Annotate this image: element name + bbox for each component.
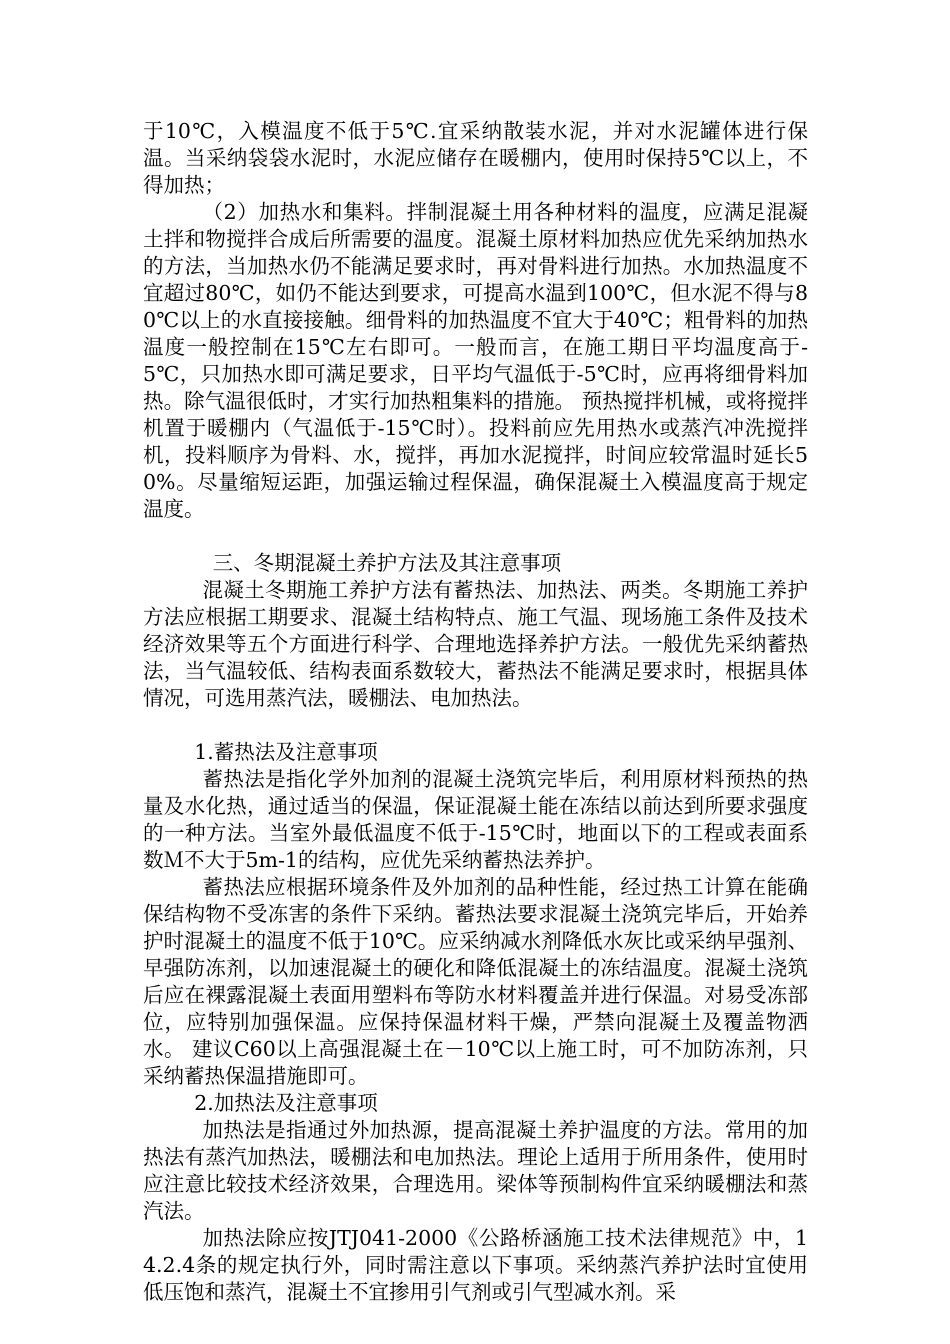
paragraph-heating-method-notes: 加热法除应按JTJ041-2000《公路桥涵施工技术法律规范》中，14.2.4条的规定执行外，同时需注意以下事项。采纳蒸汽养护法时宜使用低压饱和蒸汽，混凝土不宜掺用引气剂或引气型减水剂。采	[143, 1226, 808, 1304]
section-heading-curing-methods: 三、冬期混凝土养护方法及其注意事项	[212, 551, 562, 575]
paragraph-heat-storage-requirements: 蓄热法应根据环境条件及外加剂的品种性能，经过热工计算在能确保结构物不受冻害的条件下采纳。蓄热法要求混凝土浇筑完毕后，开始养护时混凝土的温度不低于10℃。应采纳减水剂降低水灰比或采纳早强剂、早强防冻剂，以加速混凝土的硬化和降低混凝土的冻结温度。混凝土浇筑后应在裸露混凝土表面用塑料布等防水材料覆盖并进行保温。对易受冻部位，应特别加强保温。应保持保温材料干燥，严禁向混凝土及覆盖物洒水。 建议C60以上高强混凝土在－10℃以上施工时，可不加防冻剂，只采纳蓄热保温措施即可。	[143, 875, 808, 1088]
paragraph-heating-method-definition: 加热法是指通过外加热源，提高混凝土养护温度的方法。常用的加热法有蒸汽加热法，暖棚法和电加热法。理论上适用于所用条件，使用时应注意比较技术经济效果，合理选用。梁体等预制构件宜采纳暖棚法和蒸汽法。	[143, 1118, 808, 1223]
paragraph-heat-storage-definition: 蓄热法是指化学外加剂的混凝土浇筑完毕后，利用原材料预热的热量及水化热，通过适当的保温，保证混凝土能在冻结以前达到所要求强度的一种方法。当室外最低温度不低于-15℃时，地面以下的工程或表面系数Ｍ不大于5m-1的结构，应优先采纳蓄热法养护。	[143, 767, 808, 872]
document-page	[143, 118, 808, 1306]
subheading-heating-method: 2.加热法及注意事项	[194, 1091, 378, 1115]
paragraph-heating-water-aggregate: （2）加热水和集料。拌制混凝土用各种材料的温度，应满足混凝土拌和物搅拌合成后所需要的温度。混凝土原材料加热应优先采纳加热水的方法，当加热水仍不能满足要求时，再对骨料进行加热。水加热温度不宜超过80℃，如仍不能达到要求，可提高水温到100℃，但水泥不得与80℃以上的水直接接触。细骨料的加热温度不宜大于40℃；粗骨料的加热温度一般控制在15℃左右即可。一般而言，在施工期日平均温度高于-5℃，只加热水即可满足要求，日平均气温低于-5℃时，应再将细骨料加热。除气温很低时，才实行加热粗集料的措施。 预热搅拌机械，或将搅拌机置于暖棚内（气温低于-15℃时）。投料前应先用热水或蒸汽冲洗搅拌机，投料顺序为骨料、水，搅拌，再加水泥搅拌，时间应较常温时延长50%。尽量缩短运距，加强运输过程保温，确保混凝土入模温度高于规定温度。	[143, 200, 808, 521]
spacer	[143, 523, 808, 550]
paragraph-cement-storage: 于10℃，入模温度不低于5℃.宜采纳散装水泥，并对水泥罐体进行保温。当采纳袋袋水泥时，水泥应储存在暖棚内，使用时保持5℃以上，不得加热；	[143, 119, 808, 197]
subheading-heat-storage: 1.蓄热法及注意事项	[194, 740, 378, 764]
spacer	[143, 712, 808, 739]
paragraph-curing-overview: 混凝土冬期施工养护方法有蓄热法、加热法、两类。冬期施工养护方法应根据工期要求、混凝土结构特点、施工气温、现场施工条件及技术经济效果等五个方面进行科学、合理地选择养护方法。一般优先采纳蓄热法，当气温较低、结构表面系数较大，蓄热法不能满足要求时，根据具体情况，可选用蒸汽法，暖棚法、电加热法。	[143, 578, 808, 710]
